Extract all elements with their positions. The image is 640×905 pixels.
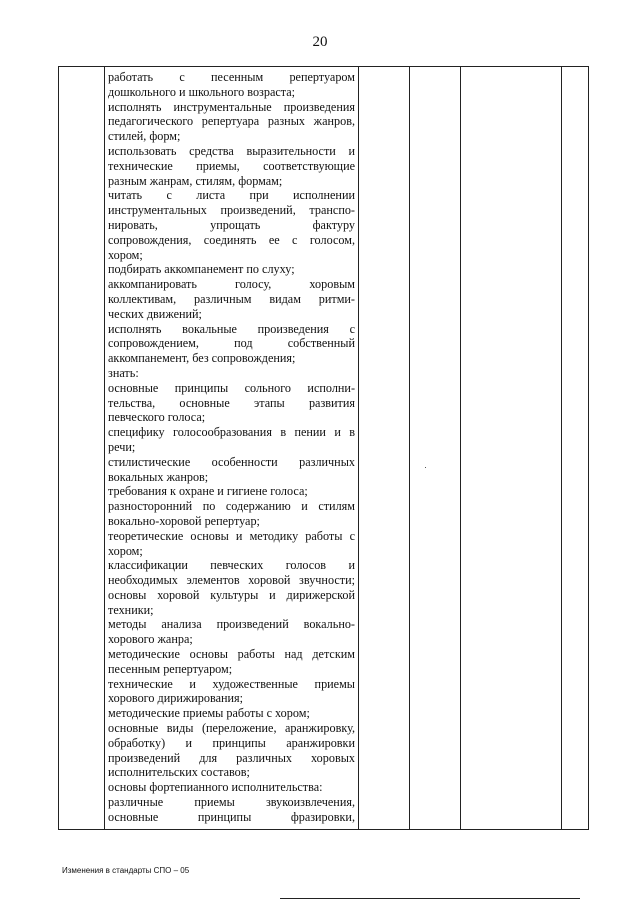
- text-line: методические основы работы над детским: [108, 647, 355, 662]
- text-line: знать:: [108, 365, 139, 380]
- text-line: хором;: [108, 543, 143, 558]
- text-line: вокальных жанров;: [108, 469, 209, 484]
- text-line: исполнять вокальные произведения с: [108, 321, 355, 336]
- text-line: разносторонний по содержанию и стилям: [108, 499, 355, 514]
- table-column-divider: [460, 66, 461, 830]
- text-line: техники;: [108, 602, 154, 617]
- text-line: нировать, упрощать фактуру: [108, 217, 355, 232]
- text-line: требования к охране и гигиене голоса;: [108, 484, 308, 499]
- footer-rule: [280, 898, 580, 899]
- table-column-divider: [358, 66, 359, 830]
- text-line: вокально-хоровой репертуар;: [108, 513, 260, 528]
- text-line: педагогического репертуара разных жанров,: [108, 114, 355, 129]
- text-line: разным жанрам, стилям, формам;: [108, 173, 283, 188]
- text-line: классификации певческих голосов и: [108, 558, 355, 573]
- text-line: коллективам, различным видам ритми-: [108, 291, 355, 306]
- text-line: основные виды (переложение, аранжировку,: [108, 721, 355, 736]
- text-line: основы хоровой культуры и дирижерской: [108, 587, 355, 602]
- text-line: использовать средства выразительности и: [108, 143, 355, 158]
- table-column-divider: [561, 66, 562, 830]
- table-column-divider: [409, 66, 410, 830]
- text-line: тельства, основные этапы развития: [108, 395, 355, 410]
- text-line: различные приемы звукоизвлечения,: [108, 795, 355, 810]
- text-line: песенным репертуаром;: [108, 661, 233, 676]
- text-line: подбирать аккомпанемент по слуху;: [108, 262, 295, 277]
- text-line: исполнительских составов;: [108, 765, 250, 780]
- text-line: аккомпанировать голосу, хоровым: [108, 277, 355, 292]
- text-line: исполнять инструментальные произведения: [108, 99, 355, 114]
- text-line: обработку) и принципы аранжировки: [108, 735, 355, 750]
- text-line: стилей, форм;: [108, 129, 181, 144]
- page-number: 20: [312, 34, 328, 50]
- text-line: работать с песенным репертуаром: [108, 70, 355, 84]
- text-line: методические приемы работы с хором;: [108, 706, 310, 721]
- text-line: дошкольного и школьного возраста;: [108, 84, 296, 99]
- text-line: ческих движений;: [108, 306, 202, 321]
- text-line: аккомпанемент, без сопровождения;: [108, 351, 296, 366]
- text-line: методы анализа произведений вокально-: [108, 617, 355, 632]
- table-column-divider: [104, 66, 105, 830]
- text-line: основы фортепианного исполнительства:: [108, 780, 323, 795]
- text-line: теоретические основы и методику работы с: [108, 528, 355, 543]
- text-line: стилистические особенности различных: [108, 454, 355, 469]
- text-line: хорового дирижирования;: [108, 691, 244, 706]
- text-line: произведений для различных хоровых: [108, 750, 355, 765]
- text-line: хорового жанра;: [108, 632, 193, 647]
- text-line: основные принципы сольного исполни-: [108, 380, 355, 395]
- text-line: хором;: [108, 247, 143, 262]
- text-line: специфику голосообразования в пении и в: [108, 425, 355, 440]
- text-line: певческого голоса;: [108, 410, 206, 425]
- text-line: сопровождением, под собственный: [108, 336, 355, 351]
- text-line: основные принципы фразировки,: [108, 809, 355, 824]
- footer-note: Изменения в стандарты СПО – 05: [62, 866, 190, 875]
- text-line: инструментальных произведений, транспо-: [108, 203, 355, 218]
- competency-text-cell: [108, 70, 355, 825]
- text-line: речи;: [108, 439, 136, 454]
- text-line: технические приемы, соответствующие: [108, 158, 355, 173]
- text-line: технические и художественные приемы: [108, 676, 355, 691]
- text-line: читать с листа при исполнении: [108, 188, 355, 203]
- text-line: сопровождения, соединять ее с голосом,: [108, 232, 355, 247]
- scan-speck: [425, 467, 426, 468]
- text-line: необходимых элементов хоровой звучности;: [108, 573, 355, 588]
